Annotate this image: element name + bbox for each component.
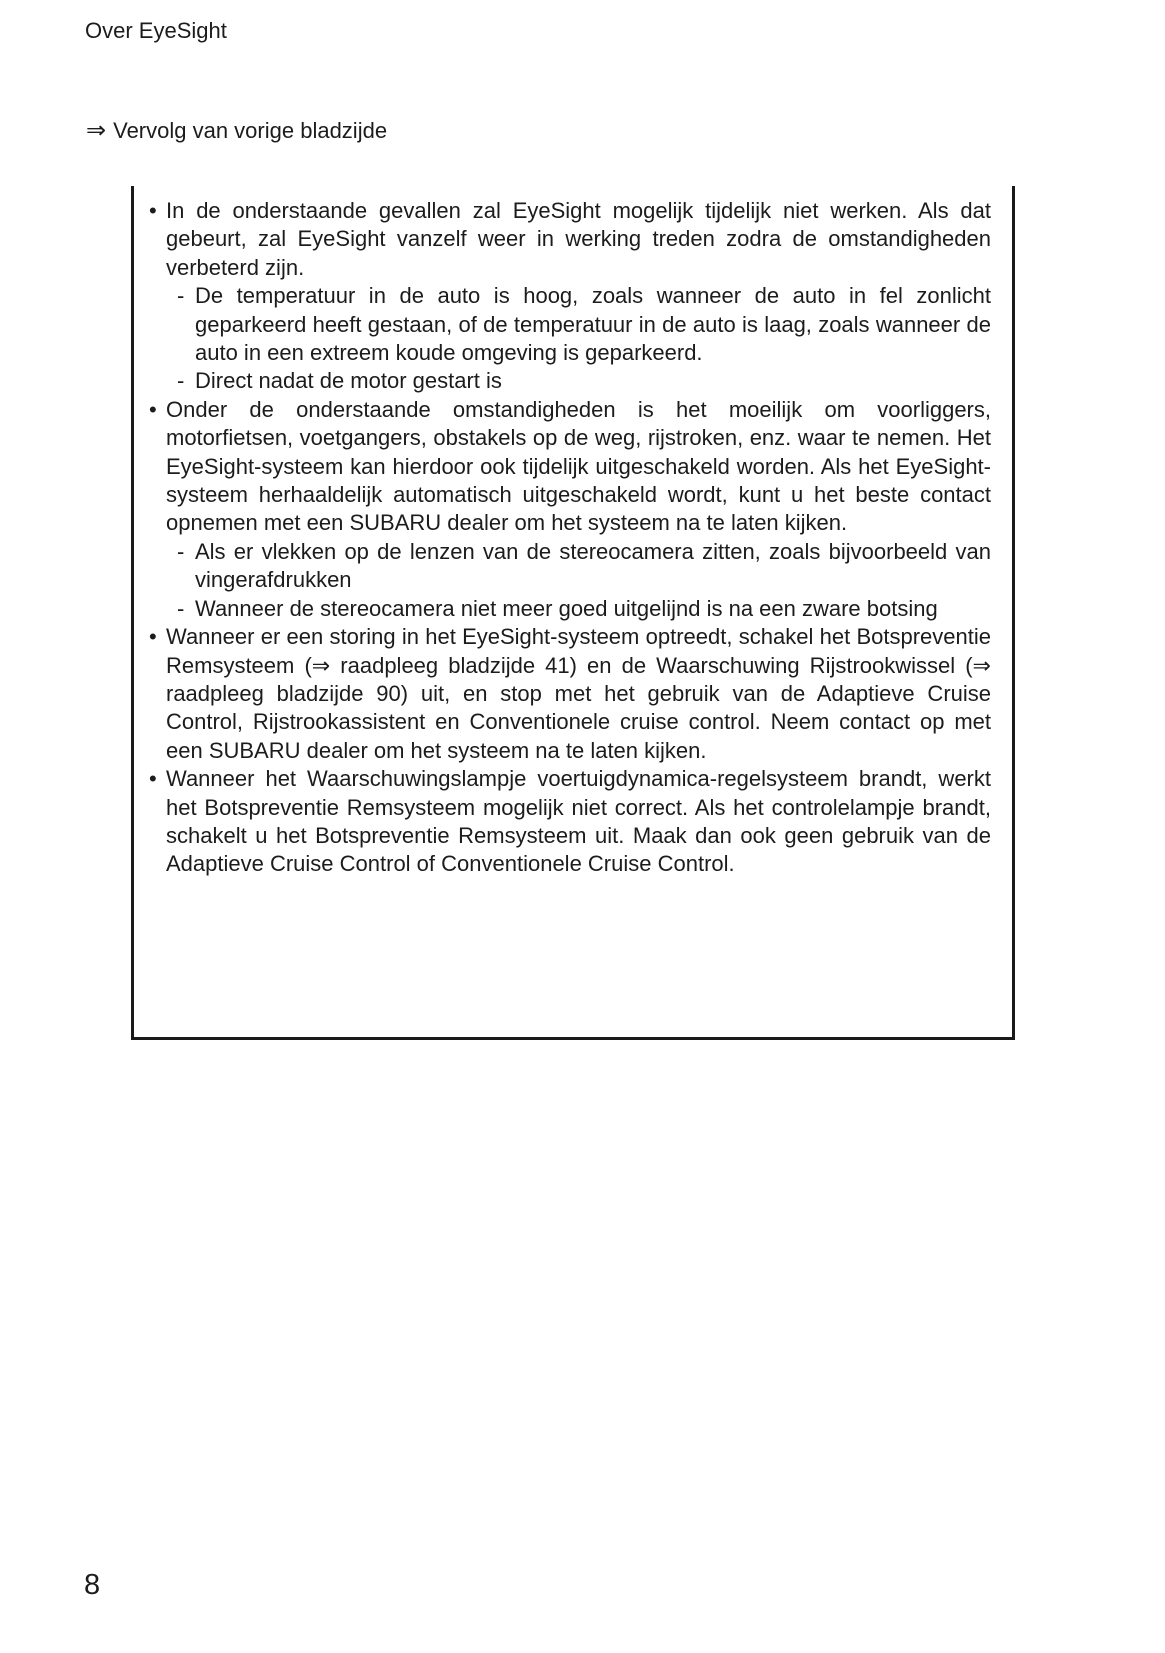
notice-box-content bbox=[134, 186, 1012, 879]
continuation-note bbox=[86, 117, 387, 144]
double-arrow-icon: ⇒ bbox=[86, 117, 107, 144]
continuation-text: Vervolg van vorige bladzijde bbox=[113, 118, 388, 143]
dash-marker: - bbox=[177, 368, 185, 394]
bullet-marker: • bbox=[149, 198, 157, 223]
dash-text: De temperatuur in de auto is hoog, zoals wanneer de auto in fel zonlicht geparkeerd heeft gestaan, of de temperatuur in de auto is laag, zoals wanneer de auto in een extreem koude omgeving is geparkeerd. bbox=[195, 283, 991, 366]
bullet-text: Onder de onderstaande omstandigheden is het moeilijk om voorliggers, motorfietsen, voetgangers, obstakels op de weg, rijstroken, enz. waar te nemen. Het EyeSight-systeem kan hierdoor ook tijdelijk uitgeschakeld worden. Als het EyeSight-systeem herhaaldelijk automatisch uitgeschakeld wordt, kunt u het beste contact opnemen met een SUBARU dealer om het systeem na te laten kijken. bbox=[166, 396, 991, 536]
notice-dash-item bbox=[177, 538, 991, 595]
bullet-marker: • bbox=[149, 766, 157, 792]
bullet-text: Wanneer er een storing in het EyeSight-systeem optreedt, schakel het Botspreventie Remsysteem (⇒ raadpleeg bladzijde 41) en de Waarschuwing Rijstrookwissel (⇒ raadpleeg bladzijde 90) uit, en stop met het gebruik van de Adaptieve Cruise Control, Rijstrookassistent en Conventionele cruise control. Neem contact op met een SUBARU dealer om het systeem na te laten kijken. bbox=[166, 624, 991, 763]
notice-bullet-item bbox=[149, 197, 991, 282]
notice-dash-item bbox=[177, 282, 991, 367]
notice-dash-item bbox=[177, 367, 991, 395]
notice-bullet-item bbox=[149, 765, 991, 879]
dash-marker: - bbox=[177, 283, 185, 309]
bullet-marker: • bbox=[149, 624, 157, 650]
dash-text: Als er vlekken op de lenzen van de stereocamera zitten, zoals bijvoorbeeld van vingerafdrukken bbox=[195, 538, 991, 593]
notice-box bbox=[131, 186, 1015, 1040]
dash-marker: - bbox=[177, 538, 185, 564]
notice-bullet-item bbox=[149, 396, 991, 538]
bullet-marker: • bbox=[149, 396, 157, 422]
dash-text: Direct nadat de motor gestart is bbox=[195, 368, 502, 394]
page-number: 8 bbox=[84, 1569, 101, 1601]
bullet-text: In de onderstaande gevallen zal EyeSight mogelijk tijdelijk niet werken. Als dat gebeurt, zal EyeSight vanzelf weer in werking treden zodra de omstandigheden verbeterd zijn. bbox=[166, 198, 991, 280]
notice-dash-item bbox=[177, 595, 991, 623]
page-title: Over EyeSight bbox=[85, 18, 227, 43]
notice-bullet-item bbox=[149, 623, 991, 765]
dash-text: Wanneer de stereocamera niet meer goed uitgelijnd is na een zware botsing bbox=[195, 595, 938, 621]
dash-marker: - bbox=[177, 595, 185, 621]
bullet-text: Wanneer het Waarschuwingslampje voertuigdynamica-regelsysteem brandt, werkt het Botspreventie Remsysteem mogelijk niet correct. Als het controlelampje brandt, schakelt u het Botspreventie Remsysteem uit. Maak dan ook geen gebruik van de Adaptieve Cruise Control of Conventionele Cruise Control. bbox=[166, 766, 991, 877]
